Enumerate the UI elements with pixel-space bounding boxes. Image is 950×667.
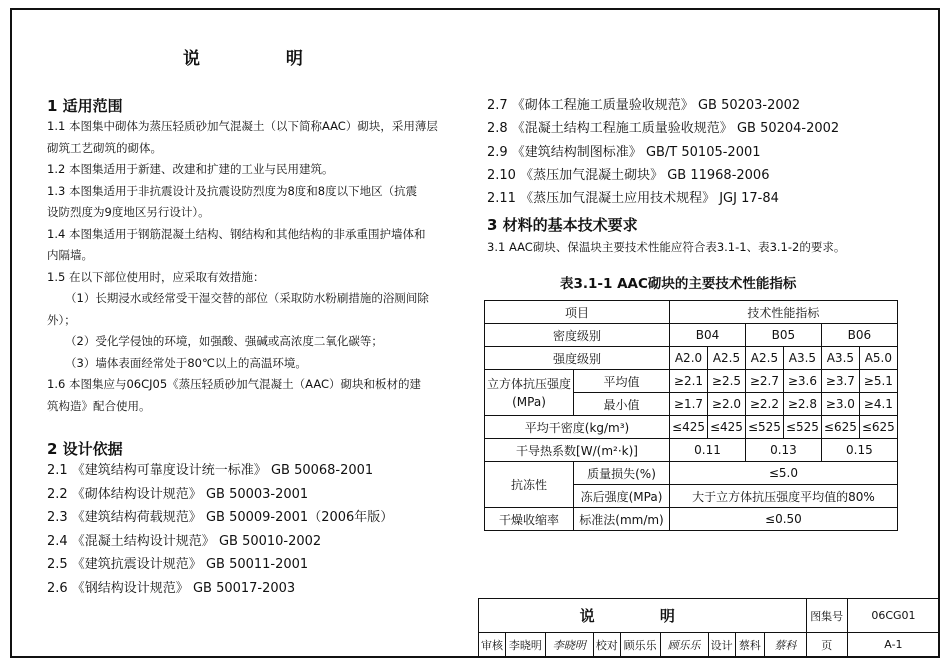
title-block-title: 说 明 xyxy=(479,599,807,633)
table-cell: 干燥收缩率 xyxy=(485,508,574,531)
text-line: 筑构造》配合使用。 xyxy=(47,398,151,413)
table-row xyxy=(485,347,898,370)
table-cell: B06 xyxy=(821,324,897,347)
table-cell: 密度级别 xyxy=(485,324,670,347)
table-cell: ≤625 xyxy=(821,416,859,439)
reference-line: 2.7 《砌体工程施工质量验收规范》 GB 50203-2002 xyxy=(487,98,801,113)
text-line: 1.6 本图集应与06CJ05《蒸压轻质砂加气混凝土（AAC）砌块和板材的建 xyxy=(47,377,422,391)
reference-line: 2.9 《建筑结构制图标准》 GB/T 50105-2001 xyxy=(487,144,761,160)
section-2-heading: 2 设计依据 xyxy=(47,440,123,458)
table-cell: ≥2.7 xyxy=(745,370,783,393)
spec-table xyxy=(484,300,898,531)
text-line: 1.2 本图集适用于新建、改建和扩建的工业与民用建筑。 xyxy=(47,162,334,176)
text-line: 1.4 本图集适用于钢筋混凝土结构、钢结构和其他结构的非承重围护墙体和 xyxy=(47,226,426,241)
table-cell: 平均值 xyxy=(574,370,670,393)
table-cell: ≤425 xyxy=(707,416,745,439)
table-row xyxy=(485,301,898,324)
section-3-heading: 3 材料的基本技术要求 xyxy=(487,216,638,234)
page-label: 页 xyxy=(806,633,847,657)
table-row xyxy=(485,416,898,439)
table-cell: ≥2.5 xyxy=(707,370,745,393)
section-2-refs xyxy=(47,459,393,600)
title-block-row xyxy=(479,599,940,633)
table-cell: ≥3.6 xyxy=(783,370,821,393)
table-cell: ≤525 xyxy=(745,416,783,439)
design-label: 设计 xyxy=(708,633,735,657)
cell-line: (MPa) xyxy=(512,394,546,409)
table-cell: 大于立方体抗压强度平均值的80% xyxy=(670,485,898,508)
table-cell: ≥3.0 xyxy=(821,393,859,416)
reference-line: 2.3 《建筑结构荷载规范》 GB 50009-2001（2006年版） xyxy=(47,510,394,525)
table-cell: A3.5 xyxy=(821,347,859,370)
text-line: 设防烈度为9度地区另行设计）。 xyxy=(47,205,210,219)
text-line: （1）长期浸水或经常受干湿交替的部位（采取防水粉刷措施的浴厕间除 xyxy=(65,291,429,305)
text-line: （3）墙体表面经常处于80℃以上的高温环境。 xyxy=(65,355,307,370)
text-line: （2）受化学侵蚀的环境，如强酸、强碱或高浓度二氧化碳等； xyxy=(65,334,383,348)
page-title: 说 明 xyxy=(183,49,343,69)
cell-line: 立方体抗压强度 xyxy=(487,376,572,391)
check-label: 校对 xyxy=(593,633,620,657)
table-cell: 标准法(mm/m) xyxy=(574,508,670,531)
atlas-number: 06CG01 xyxy=(847,599,939,633)
table-cell: 0.15 xyxy=(821,439,897,462)
atlas-label: 图集号 xyxy=(806,599,847,633)
reference-line: 2.6 《钢结构设计规范》 GB 50017-2003 xyxy=(47,580,296,596)
check-name: 顾乐乐 xyxy=(620,633,660,657)
review-label: 审核 xyxy=(479,633,506,657)
table-cell xyxy=(485,370,574,416)
section-1-heading: 1 适用范围 xyxy=(47,97,123,115)
section-3-text: 3.1 AAC砌块、保温块主要技术性能应符合表3.1-1、表3.1-2的要求。 xyxy=(487,240,846,254)
reference-line: 2.8 《混凝土结构工程施工质量验收规范》 GB 50204-2002 xyxy=(487,121,840,137)
text-line: 砌筑工艺砌筑的砌体。 xyxy=(47,140,162,155)
reference-line: 2.5 《建筑抗震设计规范》 GB 50011-2001 xyxy=(47,557,309,572)
table-cell: 技术性能指标 xyxy=(670,301,898,324)
table-cell: ≥2.0 xyxy=(707,393,745,416)
table-cell: A5.0 xyxy=(859,347,897,370)
section-2-refs-cont xyxy=(487,94,839,210)
table-cell: ≤525 xyxy=(783,416,821,439)
review-signature: 李晓明 xyxy=(545,633,593,657)
table-cell: ≥2.2 xyxy=(745,393,783,416)
table-title: 表3.1-1 AAC砌块的主要技术性能指标 xyxy=(560,276,797,292)
reference-line: 2.1 《建筑结构可靠度设计统一标准》 GB 50068-2001 xyxy=(47,463,374,478)
table-cell: 冻后强度(MPa) xyxy=(574,485,670,508)
text-line: 内隔墙。 xyxy=(47,248,93,262)
table-cell: A2.5 xyxy=(745,347,783,370)
table-row xyxy=(485,439,898,462)
table-cell: ≤5.0 xyxy=(670,462,898,485)
table-cell: A3.5 xyxy=(783,347,821,370)
page-number: A-1 xyxy=(847,633,939,657)
check-signature: 顾乐乐 xyxy=(660,633,708,657)
reference-line: 2.10 《蒸压加气混凝土砌块》 GB 11968-2006 xyxy=(487,167,770,183)
table-cell: ≥1.7 xyxy=(670,393,708,416)
table-cell: 干导热系数[W/(m²·k)] xyxy=(485,439,670,462)
table-cell: 最小值 xyxy=(574,393,670,416)
table-cell: B05 xyxy=(745,324,821,347)
table-cell: 项目 xyxy=(485,301,670,324)
table-cell: 质量损失(%) xyxy=(574,462,670,485)
text-line: 外）； xyxy=(47,312,76,327)
title-block xyxy=(478,598,940,657)
design-signature: 蔡科 xyxy=(765,633,806,657)
table-cell: ≥3.7 xyxy=(821,370,859,393)
table-cell: B04 xyxy=(670,324,746,347)
table-cell: 0.11 xyxy=(670,439,746,462)
text-line: 1.5 在以下部位使用时，应采取有效措施： xyxy=(47,269,265,284)
table-cell: ≤625 xyxy=(859,416,897,439)
section-1-body xyxy=(47,116,438,417)
design-name: 蔡科 xyxy=(735,633,765,657)
table-cell: ≥2.1 xyxy=(670,370,708,393)
table-cell: ≤425 xyxy=(670,416,708,439)
table-cell: ≥4.1 xyxy=(859,393,897,416)
text-line: 1.3 本图集适用于非抗震设计及抗震设防烈度为8度和8度以下地区（抗震 xyxy=(47,183,418,198)
table-cell: ≥2.8 xyxy=(783,393,821,416)
table-cell: ≥5.1 xyxy=(859,370,897,393)
reference-line: 2.2 《砌体结构设计规范》 GB 50003-2001 xyxy=(47,486,309,502)
table-cell: ≤0.50 xyxy=(670,508,898,531)
table-cell: A2.0 xyxy=(670,347,708,370)
reference-line: 2.11 《蒸压加气混凝土应用技术规程》 JGJ 17-84 xyxy=(487,191,779,207)
table-row xyxy=(485,508,898,531)
table-row xyxy=(485,370,898,393)
table-cell: 0.13 xyxy=(745,439,821,462)
reference-line: 2.4 《混凝土结构设计规范》 GB 50010-2002 xyxy=(47,533,322,549)
review-name: 李晓明 xyxy=(506,633,546,657)
table-row xyxy=(485,324,898,347)
text-line: 1.1 本图集中砌体为蒸压轻质砂加气混凝土（以下简称AAC）砌块，采用薄层 xyxy=(47,119,438,133)
table-row xyxy=(485,462,898,485)
title-block-row xyxy=(479,633,940,657)
table-cell: 抗冻性 xyxy=(485,462,574,508)
table-cell: 平均干密度(kg/m³) xyxy=(485,416,670,439)
table-cell: 强度级别 xyxy=(485,347,670,370)
table-cell: A2.5 xyxy=(707,347,745,370)
